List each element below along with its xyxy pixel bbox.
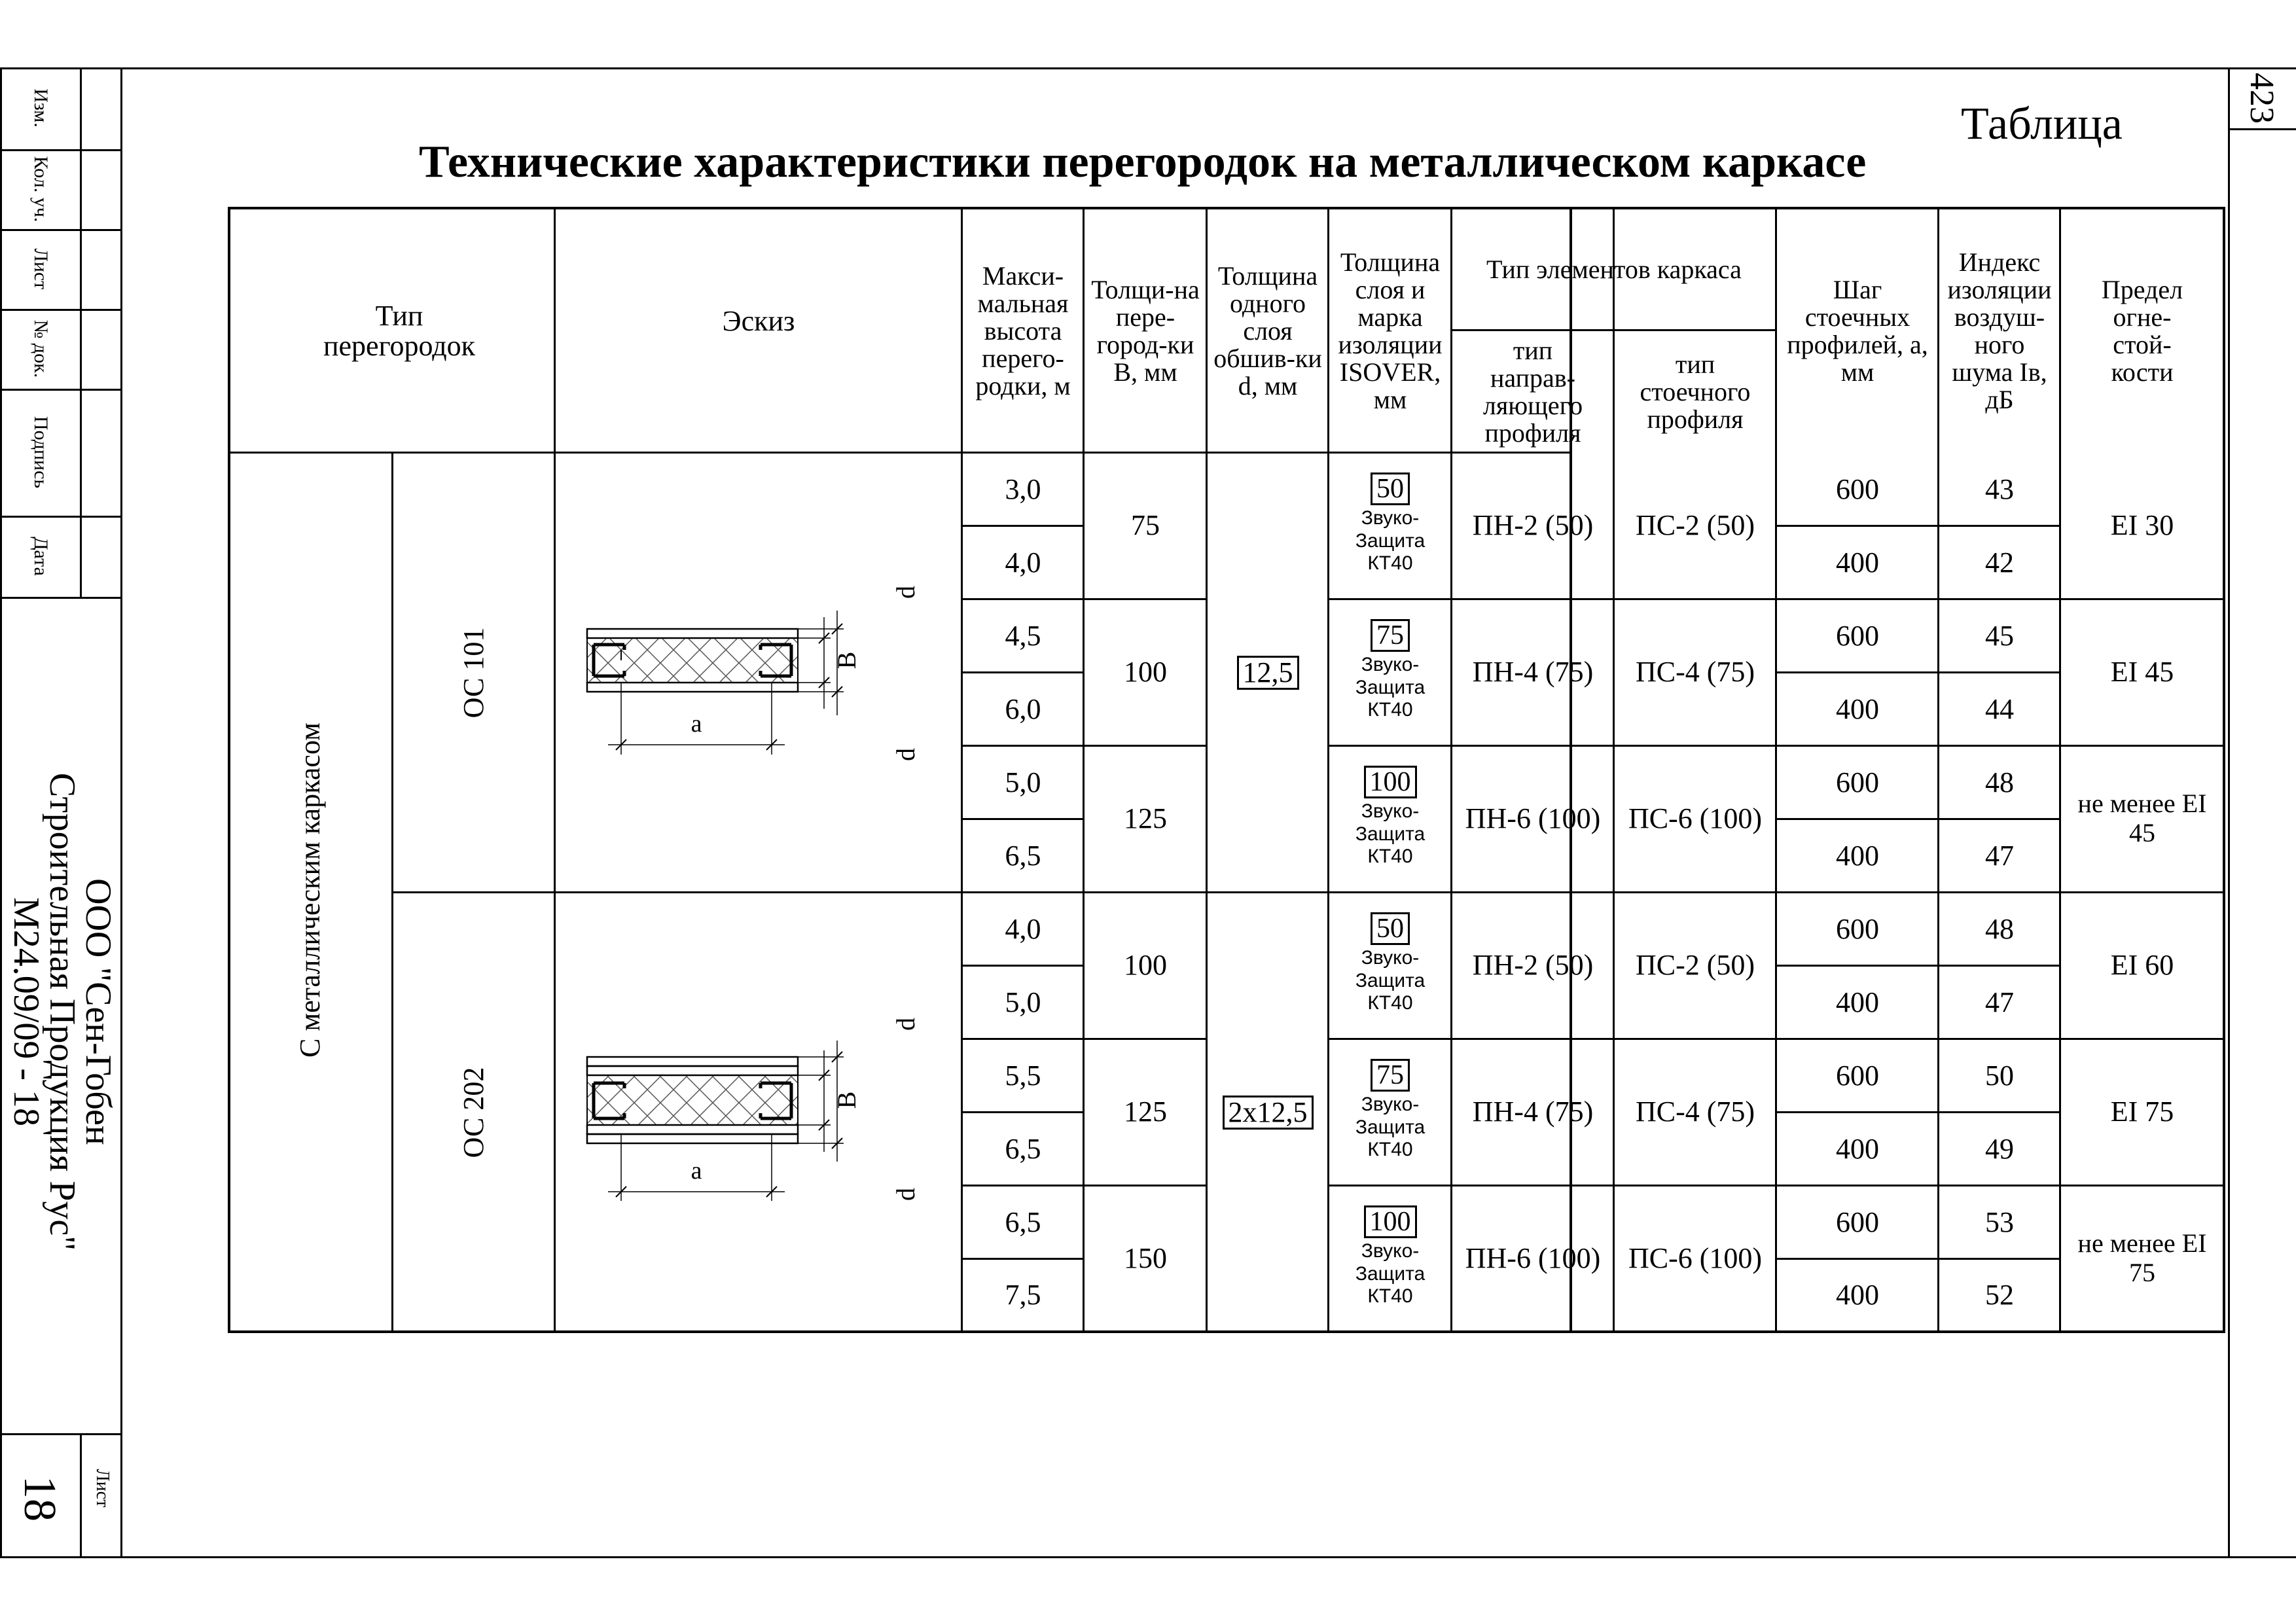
stamp-sheet-label: Лист bbox=[92, 1469, 113, 1508]
fire-cell: не менее EI 45 bbox=[2077, 789, 2207, 847]
fire-cell: EI 60 bbox=[2110, 949, 2174, 982]
header-step: Шаг стоечных профилей, а, мм bbox=[1787, 275, 1928, 387]
height-cell: 6,5 bbox=[1005, 1206, 1041, 1239]
stud-profile-cell: ПС-2 (50) bbox=[1635, 509, 1755, 542]
step-cell: 600 bbox=[1836, 766, 1879, 799]
thickness-cell: 75 bbox=[1131, 509, 1160, 542]
step-cell: 400 bbox=[1836, 546, 1879, 579]
header-thickness-b: Толщи-на пере-город-ки В, мм bbox=[1091, 275, 1200, 387]
step-cell: 400 bbox=[1836, 1133, 1879, 1166]
noise-cell: 47 bbox=[1985, 840, 2014, 872]
fire-cell: EI 30 bbox=[2110, 509, 2174, 542]
sketch-label-d-top: d bbox=[891, 1018, 920, 1031]
stamp-field-izm: Изм. bbox=[30, 88, 52, 128]
thickness-cell: 100 bbox=[1124, 656, 1167, 688]
guide-profile-cell: ПН-6 (100) bbox=[1465, 802, 1601, 835]
fire-cell: EI 75 bbox=[2110, 1096, 2174, 1128]
sketch-label-b: B bbox=[832, 1091, 861, 1109]
stud-profile-cell: ПС-6 (100) bbox=[1628, 802, 1763, 835]
stamp-field-doc-no: № док. bbox=[30, 319, 52, 378]
sketch-oc202 bbox=[556, 893, 960, 1330]
insulation-cell: 50 Звуко- Защита КТ40 bbox=[1355, 474, 1426, 575]
insulation-cell: 75 Звуко- Защита КТ40 bbox=[1355, 620, 1426, 721]
insulation-cell: 75 Звуко- Защита КТ40 bbox=[1355, 1060, 1426, 1161]
stamp-org-line1: ООО "Сен-Гобен bbox=[78, 878, 118, 1145]
stamp-field-signature: Подпись bbox=[30, 416, 52, 489]
header-sketch: Эскиз bbox=[722, 304, 795, 337]
stamp-field-list: Лист bbox=[30, 248, 52, 290]
height-cell: 5,5 bbox=[1005, 1060, 1041, 1092]
step-cell: 600 bbox=[1836, 1206, 1879, 1239]
insulation-cell: 100 Звуко- Защита КТ40 bbox=[1355, 1207, 1426, 1308]
noise-cell: 42 bbox=[1985, 546, 2014, 579]
stud-profile-cell: ПС-6 (100) bbox=[1628, 1242, 1763, 1275]
sketch-label-a: a bbox=[691, 1157, 702, 1185]
sketch-label-b: B bbox=[832, 651, 861, 669]
sketch-oc101 bbox=[556, 454, 960, 891]
noise-cell: 52 bbox=[1985, 1279, 2014, 1311]
fire-cell: не менее EI 75 bbox=[2077, 1228, 2207, 1287]
guide-profile-cell: ПН-4 (75) bbox=[1472, 656, 1594, 688]
stud-profile-cell: ПС-4 (75) bbox=[1635, 1096, 1755, 1128]
page-title: Техничеcкие характеристики перегородок на металлическом каркасе bbox=[419, 137, 1867, 187]
height-cell: 6,0 bbox=[1005, 693, 1041, 726]
noise-cell: 45 bbox=[1985, 620, 2014, 652]
header-guide: тип направ-ляющего профиля bbox=[1482, 336, 1583, 448]
header-stud: тип стоечного профиля bbox=[1640, 349, 1751, 434]
height-cell: 4,0 bbox=[1005, 913, 1041, 946]
step-cell: 600 bbox=[1836, 1060, 1879, 1092]
height-cell: 4,0 bbox=[1005, 546, 1041, 579]
guide-profile-cell: ПН-2 (50) bbox=[1472, 509, 1594, 542]
step-cell: 400 bbox=[1836, 693, 1879, 726]
thickness-cell: 150 bbox=[1124, 1242, 1167, 1275]
thickness-cell: 100 bbox=[1124, 949, 1167, 982]
sketch-label-d-bottom: d bbox=[891, 1188, 920, 1201]
header-insulation: Толщина слоя и марка изоляции ISOVER, мм bbox=[1338, 247, 1443, 414]
header-frame: Тип элементов каркаса bbox=[1486, 255, 1742, 284]
step-cell: 600 bbox=[1836, 913, 1879, 946]
header-noise: Индекс изоляции воздуш-ного шума Iв, дБ bbox=[1947, 247, 2052, 414]
step-cell: 400 bbox=[1836, 1279, 1879, 1311]
noise-cell: 49 bbox=[1985, 1133, 2014, 1166]
stud-profile-cell: ПС-2 (50) bbox=[1635, 949, 1755, 982]
step-cell: 600 bbox=[1836, 620, 1879, 652]
height-cell: 6,5 bbox=[1005, 1133, 1041, 1166]
header-max-height: Макси-мальная высота перего-родки, м bbox=[975, 261, 1071, 401]
noise-cell: 44 bbox=[1985, 693, 2014, 726]
type-name-oc202: ОС 202 bbox=[457, 1067, 490, 1158]
guide-profile-cell: ПН-6 (100) bbox=[1465, 1242, 1601, 1275]
stamp-field-kol-uch: Кол. уч. bbox=[30, 156, 52, 223]
height-cell: 7,5 bbox=[1005, 1279, 1041, 1311]
noise-cell: 48 bbox=[1985, 913, 2014, 946]
guide-profile-cell: ПН-2 (50) bbox=[1472, 949, 1594, 982]
group-label: С металлическим каркасом bbox=[294, 722, 326, 1058]
sketch-label-d-top: d bbox=[891, 586, 920, 599]
header-layer-d: Толщина одного слоя обшив-ки d, мм bbox=[1213, 261, 1322, 401]
table-word: Таблица bbox=[1961, 99, 2123, 149]
noise-cell: 47 bbox=[1985, 986, 2014, 1019]
thickness-cell: 125 bbox=[1124, 1096, 1167, 1128]
guide-profile-cell: ПН-4 (75) bbox=[1472, 1096, 1594, 1128]
header-fire: Предел огне-стой-кости bbox=[2101, 275, 2183, 387]
height-cell: 4,5 bbox=[1005, 620, 1041, 652]
header-type: Тип перегородок bbox=[323, 299, 476, 362]
thickness-cell: 125 bbox=[1124, 802, 1167, 835]
stamp-org-line2: Строительная Продукция Рус" bbox=[42, 772, 82, 1251]
stamp-sheet-no: 18 bbox=[14, 1476, 65, 1522]
type-name-oc101: ОС 101 bbox=[457, 627, 490, 719]
noise-cell: 53 bbox=[1985, 1206, 2014, 1239]
step-cell: 400 bbox=[1836, 840, 1879, 872]
sketch-label-a: a bbox=[691, 710, 702, 738]
step-cell: 600 bbox=[1836, 473, 1879, 506]
height-cell: 3,0 bbox=[1005, 473, 1041, 506]
height-cell: 5,0 bbox=[1005, 766, 1041, 799]
stud-profile-cell: ПС-4 (75) bbox=[1635, 656, 1755, 688]
layer-d-oc101: 12,5 bbox=[1208, 454, 1328, 892]
noise-cell: 48 bbox=[1985, 766, 2014, 799]
layer-d-oc202: 2x12,5 bbox=[1208, 893, 1328, 1332]
stamp-doc-code: М24.09/09 - 18 bbox=[6, 897, 46, 1126]
insulation-cell: 100 Звуко- Защита КТ40 bbox=[1355, 767, 1426, 868]
noise-cell: 50 bbox=[1985, 1060, 2014, 1092]
sketch-label-d-bottom: d bbox=[891, 748, 920, 761]
noise-cell: 43 bbox=[1985, 473, 2014, 506]
sheet-number: 423 bbox=[2243, 73, 2281, 124]
height-cell: 6,5 bbox=[1005, 840, 1041, 872]
fire-cell: EI 45 bbox=[2110, 656, 2174, 688]
height-cell: 5,0 bbox=[1005, 986, 1041, 1019]
insulation-cell: 50 Звуко- Защита КТ40 bbox=[1355, 914, 1426, 1014]
stamp-field-date: Дата bbox=[30, 537, 52, 576]
step-cell: 400 bbox=[1836, 986, 1879, 1019]
